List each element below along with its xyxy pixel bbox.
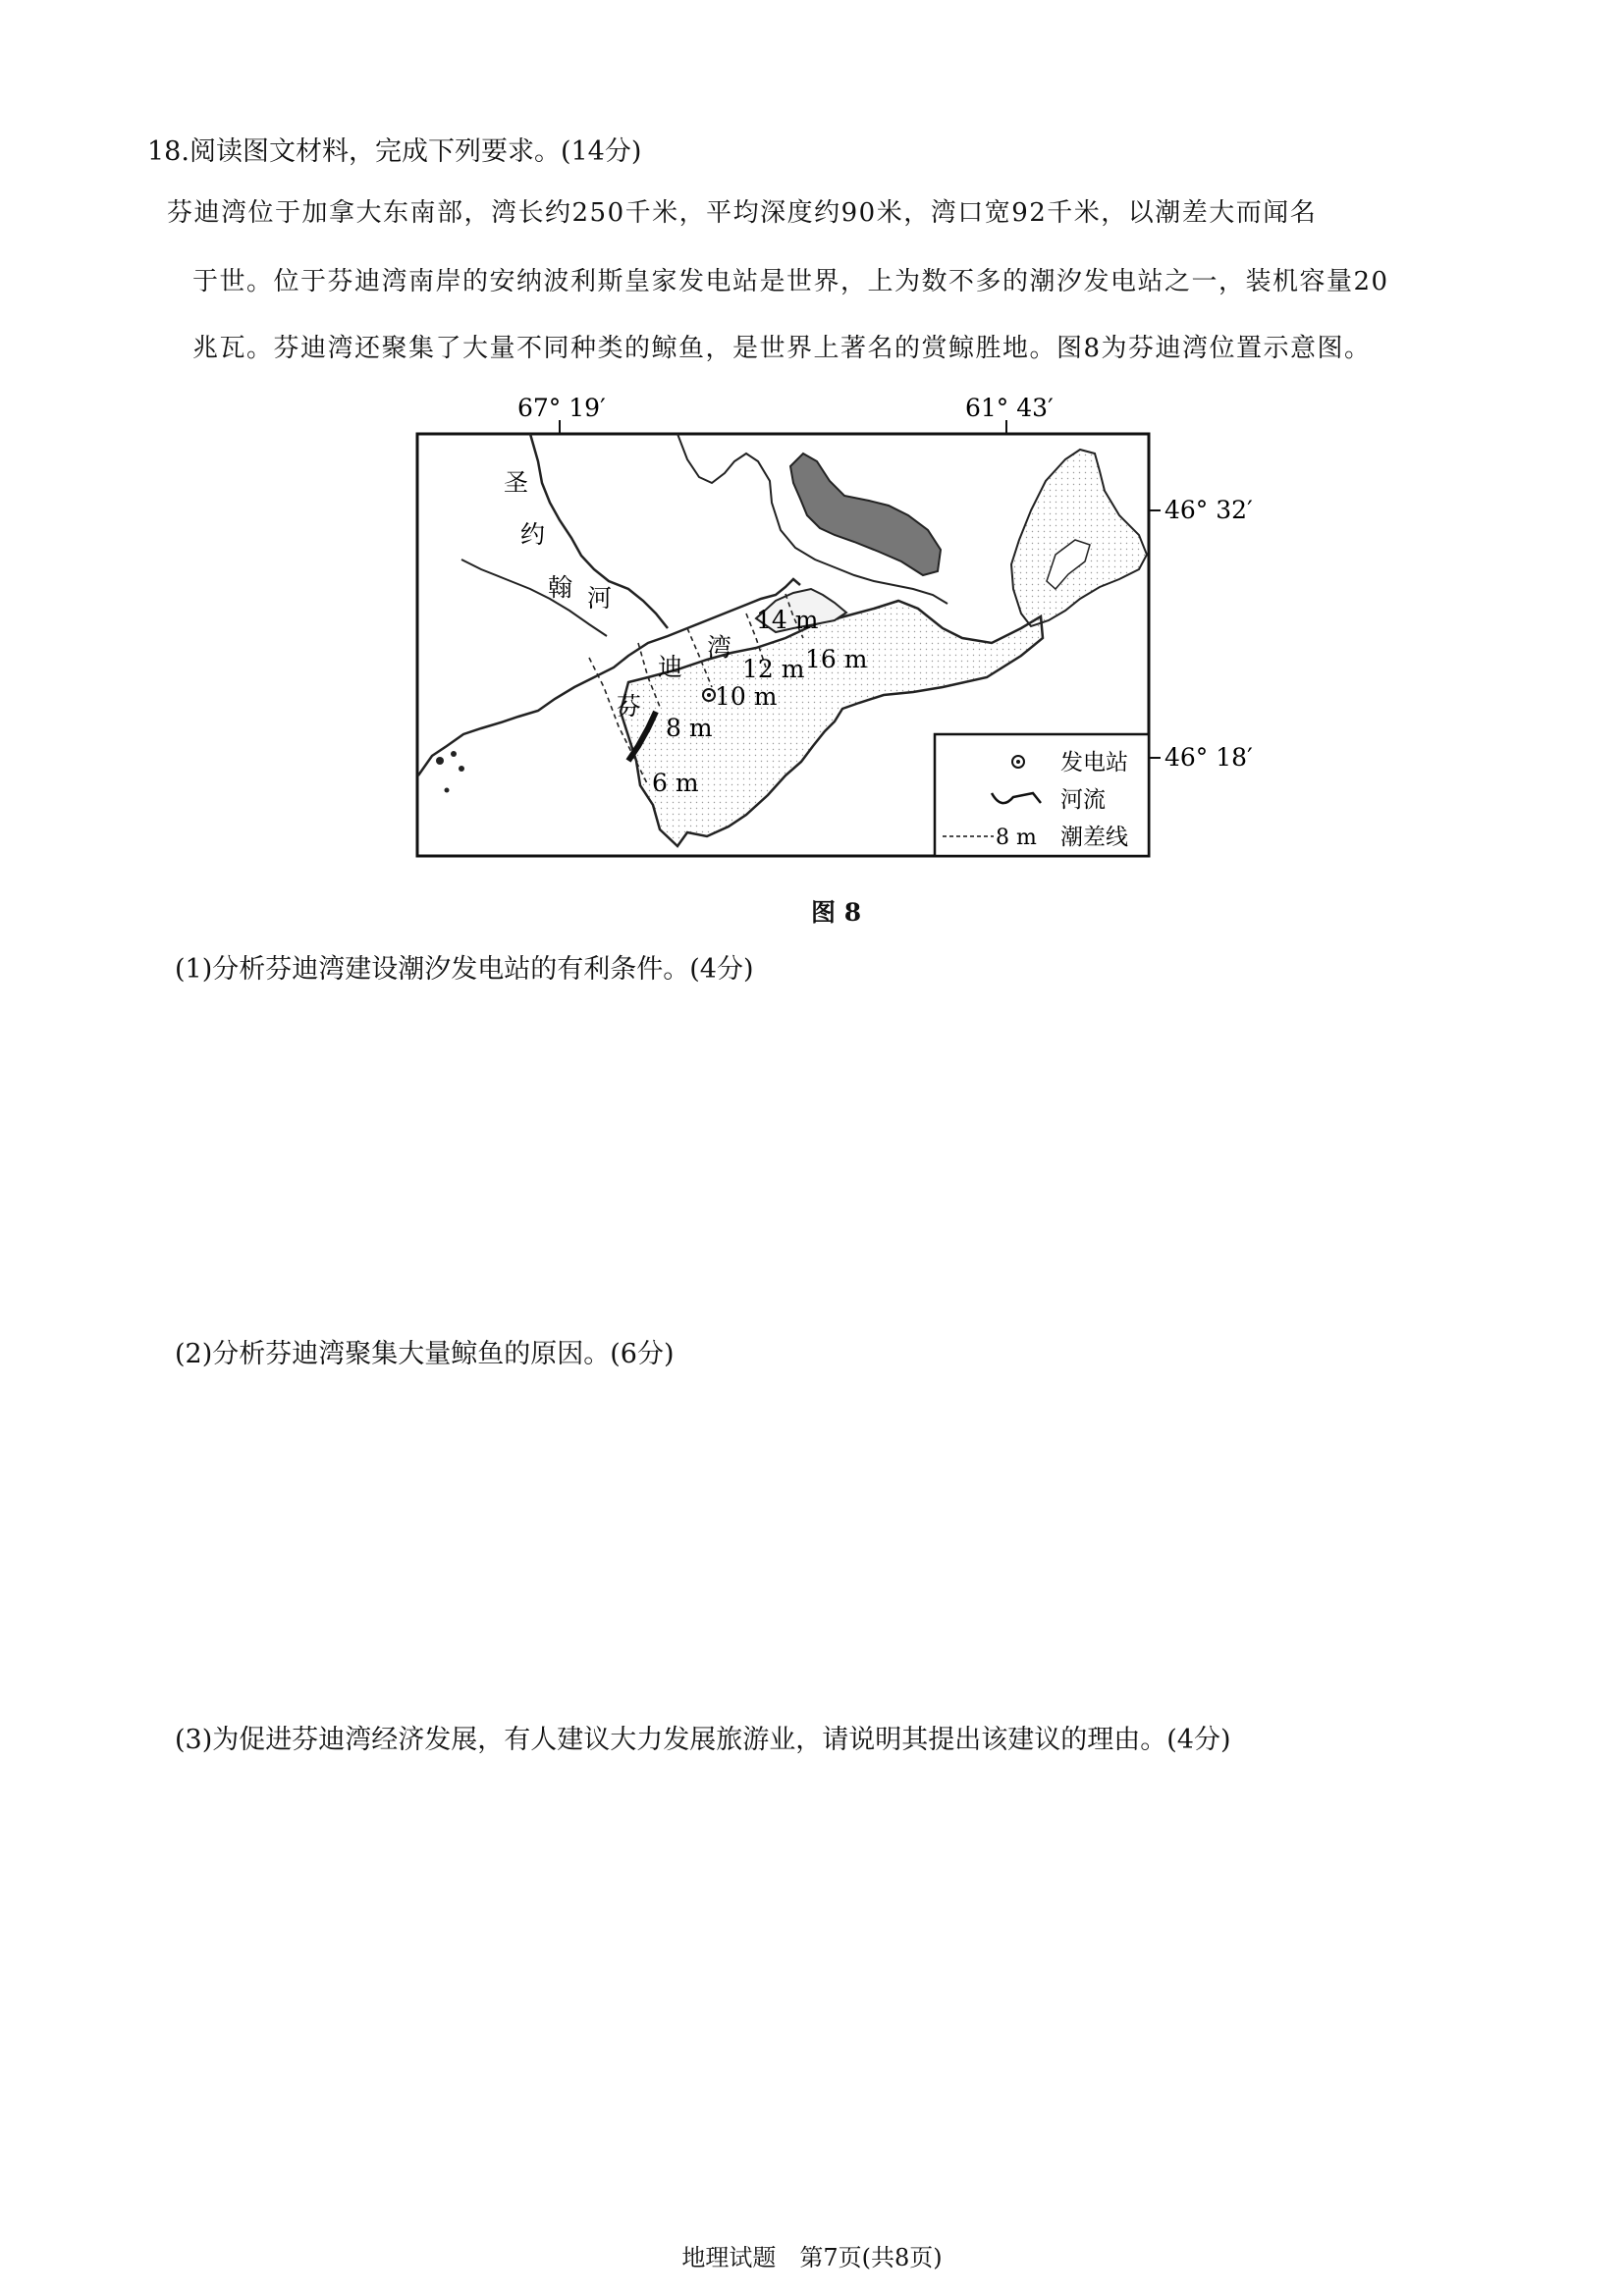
longitude-label-east: 61° 43′ <box>965 394 1054 422</box>
legend-station-label: 发电站 <box>1060 750 1128 775</box>
figure-caption: 图 8 <box>811 898 862 927</box>
legend-tide-label: 潮差线 <box>1060 825 1128 850</box>
river-label-char-2: 约 <box>520 520 546 549</box>
sub-question-1: (1)分析芬迪湾建设潮汐发电站的有利条件。(4分) <box>175 954 754 985</box>
river-label-char-3: 翰 <box>548 573 573 602</box>
latitude-label-south: 46° 18′ <box>1164 743 1253 772</box>
tide-label-14m: 14 m <box>756 606 819 634</box>
tide-label-12m: 12 m <box>742 655 805 683</box>
legend-river-label: 河流 <box>1060 787 1106 813</box>
fundy-bay-map <box>403 378 1267 937</box>
tide-label-6m: 6 m <box>652 769 699 797</box>
tide-label-8m: 8 m <box>666 714 713 742</box>
page-footer: 地理试题 第7页(共8页) <box>681 2244 943 2271</box>
sub-question-3: (3)为促进芬迪湾经济发展，有人建议大力发展旅游业，请说明其提出该建议的理由。(4分) <box>175 1725 1231 1755</box>
bay-label-char-2: 迪 <box>658 653 683 681</box>
latitude-label-north: 46° 32′ <box>1164 496 1253 524</box>
river-label-char-1: 圣 <box>504 468 529 497</box>
bay-label-char-1: 芬 <box>617 692 642 721</box>
bay-label-char-3: 湾 <box>707 633 732 662</box>
question-title: 18.阅读图文材料，完成下列要求。(14分) <box>147 136 642 167</box>
river-label-char-4: 河 <box>587 584 613 613</box>
tide-label-10m: 10 m <box>715 682 778 711</box>
sub-question-2: (2)分析芬迪湾聚集大量鲸鱼的原因。(6分) <box>175 1339 675 1369</box>
longitude-label-west: 67° 19′ <box>517 394 606 422</box>
material-line-2: 于世。位于芬迪湾南岸的安纳波利斯皇家发电站是世界，上为数不多的潮汐发电站之一，装机容量20 <box>192 267 1389 296</box>
tide-label-16m: 16 m <box>805 645 868 673</box>
material-line-3: 兆瓦。芬迪湾还聚集了大量不同种类的鲸鱼，是世界上著名的赏鲸胜地。图8为芬迪湾位置示意图。 <box>192 334 1372 363</box>
legend-tide-value: 8 m <box>996 826 1037 850</box>
material-line-1: 芬迪湾位于加拿大东南部，湾长约250千米，平均深度约90米，湾口宽92千米，以潮差大而闻名 <box>167 198 1318 228</box>
